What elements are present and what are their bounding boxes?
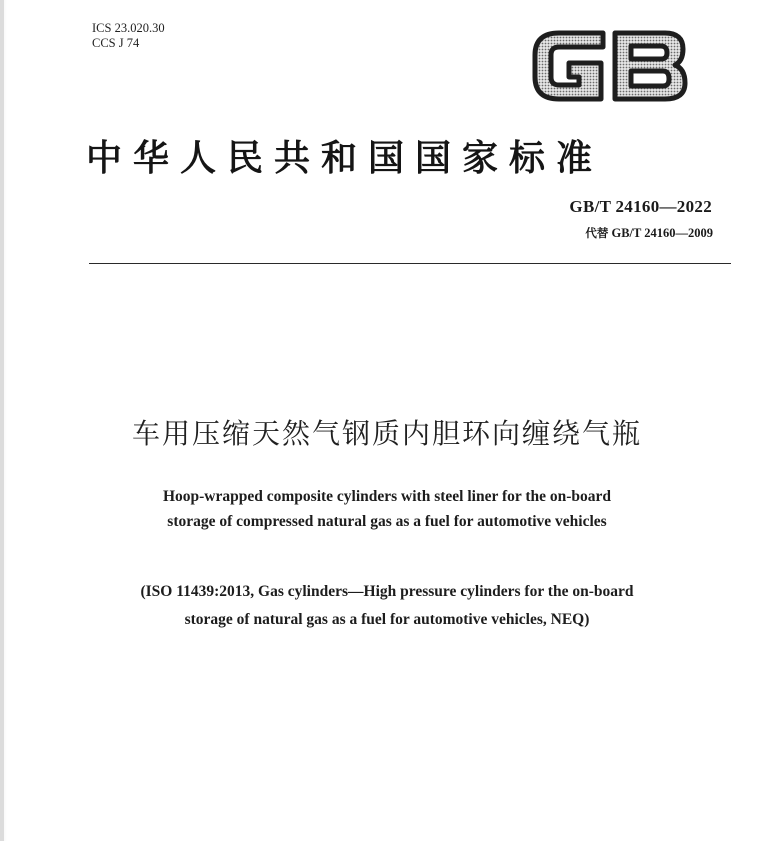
- replaces-number: GB/T 24160—2009: [611, 226, 713, 240]
- logo-g-letter: [535, 33, 603, 99]
- ics-code: ICS 23.020.30: [92, 21, 165, 35]
- ccs-code: CCS J 74: [92, 36, 140, 50]
- title-english-line-2: storage of compressed natural gas as a fuel for automotive vehicles: [167, 513, 607, 530]
- document-title-chinese: 车用压缩天然气钢质内胆环向缠绕气瓶: [131, 417, 642, 450]
- replaces-line: [585, 225, 713, 241]
- iso-reference-line-2: storage of natural gas as a fuel for automotive vehicles, NEQ): [184, 611, 590, 628]
- replaces-label: 代替: [585, 226, 609, 240]
- standard-number: [569, 197, 712, 217]
- iso-reference-line-1: (ISO 11439:2013, Gas cylinders—High pressure cylinders for the on-board: [140, 583, 634, 600]
- logo-b-letter: [615, 33, 685, 99]
- standard-category-title: 中华人民共和国国家标准: [86, 138, 604, 179]
- standard-number-text: GB/T 24160—2022: [569, 197, 712, 216]
- gb-logo: [529, 27, 689, 105]
- document-title-english: [0, 484, 774, 534]
- iso-reference: [0, 578, 774, 634]
- title-english-line-1: Hoop-wrapped composite cylinders with steel liner for the on-board: [162, 488, 612, 505]
- header-divider: [89, 263, 731, 264]
